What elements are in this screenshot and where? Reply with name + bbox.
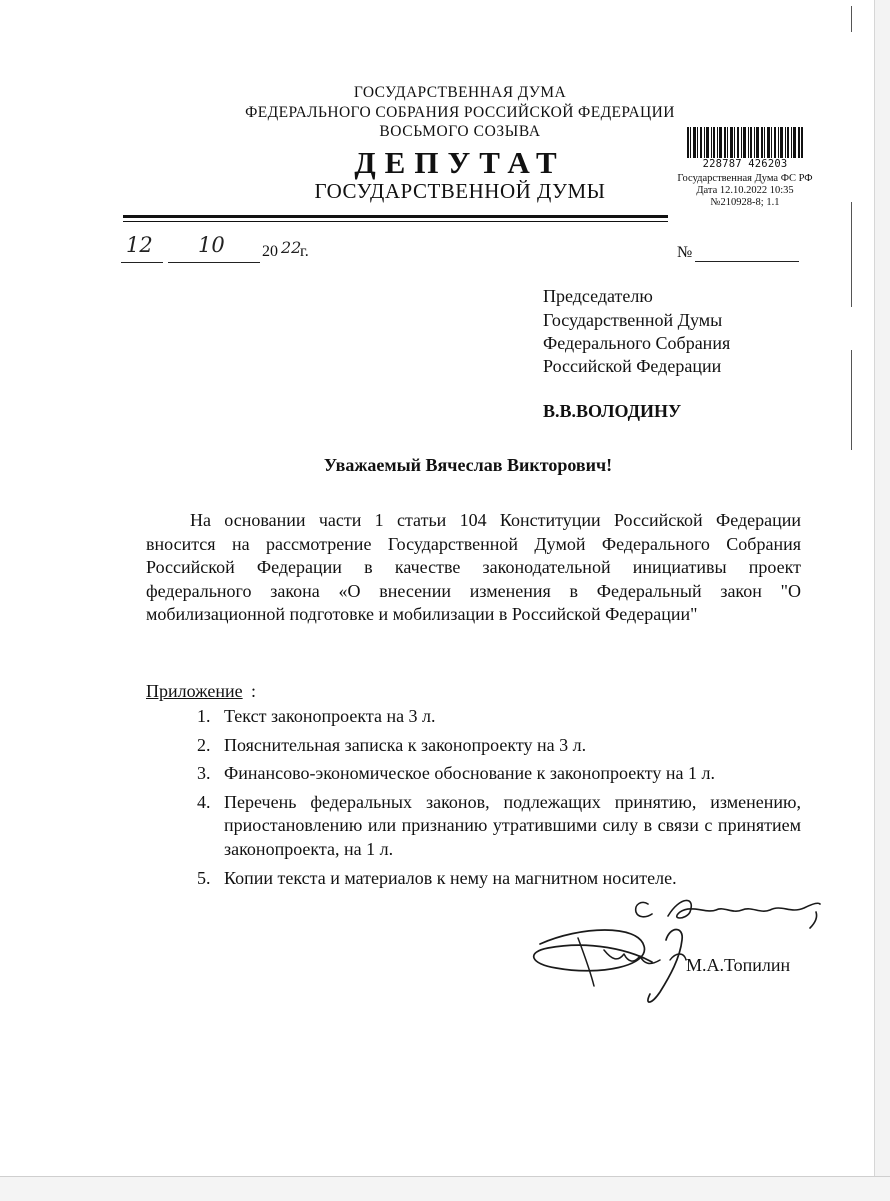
date-year: 22 [281, 238, 302, 257]
date-month-underline [168, 262, 260, 263]
appendix-item-number: 3. [197, 763, 211, 784]
appendix-item-text: Финансово-экономическое обоснование к законопроекту на 1 л. [224, 763, 715, 784]
appendix-item [146, 734, 801, 758]
addressee-line: Российской Федерации [543, 356, 722, 376]
appendix-list [146, 705, 801, 895]
date-month: 10 [198, 233, 225, 257]
appendix-item-text: Перечень федеральных законов, подлежащих принятию, изменению, приостановлению или признанию утратившими силу в связи с принятием законопроекта, на 1 л. [224, 791, 801, 859]
header-line-2: ФЕДЕРАЛЬНОГО СОБРАНИЯ РОССИЙСКОЙ ФЕДЕРАЦИИ [245, 104, 675, 121]
page-edge-bottom [0, 1176, 890, 1201]
header-line-1: ГОСУДАРСТВЕННАЯ ДУМА [353, 84, 567, 101]
outgoing-number-label: № [677, 244, 693, 261]
appendix-item-number: 1. [197, 706, 211, 726]
date-suffix: г. [300, 243, 309, 260]
appendix-item [146, 705, 801, 729]
appendix-item-number: 2. [197, 734, 211, 755]
stamp-line-1: Государственная Дума ФС РФ [677, 173, 813, 184]
margin-line [851, 6, 852, 32]
handwritten-signature [520, 890, 830, 1015]
appendix-item-text: Пояснительная записка к законопроекту на 3 л. [224, 734, 587, 755]
appendix-item-number: 5. [197, 867, 211, 888]
margin-line [851, 350, 852, 450]
page-edge-right [875, 0, 890, 1200]
appendix-item [146, 791, 801, 862]
appendix-item-number: 4. [197, 791, 211, 812]
date-day: 12 [126, 233, 153, 257]
greeting: Уважаемый Вячеслав Викторович! [323, 455, 613, 475]
addressee-line: Государственной Думы [543, 310, 723, 330]
letter-body [146, 509, 801, 627]
barcode-icon [687, 127, 803, 158]
header-rule-thick [123, 215, 668, 218]
appendix-label: Приложение [146, 681, 243, 701]
barcode-number: 228787 426203 [702, 158, 788, 170]
appendix-item-text: Текст законопроекта на 3 л. [224, 706, 436, 726]
appendix-item [146, 762, 801, 786]
addressee-line: Федерального Собрания [543, 333, 731, 353]
header-duma: ГОСУДАРСТВЕННОЙ ДУМЫ [314, 179, 606, 203]
body-paragraph: На основании части 1 статьи 104 Конституции Российской Федерации вносится на рассмотрение Государственной Думой Федерального Собрания Российской Федерации в качестве законодательной инициативы проект федерального закона «О внесении изменения в Федеральный закон "О мобилизационной подготовке и мобилизации в Российской Федерации" [146, 510, 801, 625]
date-day-underline [121, 262, 163, 263]
appendix-colon: : [251, 681, 257, 701]
margin-line [851, 202, 852, 307]
appendix-item-text: Копии текста и материалов к нему на магнитном носителе. [224, 867, 677, 888]
addressee-name: В.В.ВОЛОДИНУ [543, 401, 682, 421]
header-deputy: ДЕПУТАТ [354, 145, 566, 180]
appendix-item [146, 867, 801, 891]
date-century: 20 [262, 243, 278, 260]
signer-name: М.А.Топилин [686, 955, 791, 975]
header-line-3: ВОСЬМОГО СОЗЫВА [379, 123, 541, 140]
stamp-line-2: Дата 12.10.2022 10:35 [696, 185, 794, 196]
addressee-line: Председателю [543, 286, 653, 306]
stamp-line-3: №210928-8; 1.1 [710, 197, 780, 208]
outgoing-number-underline [695, 261, 799, 262]
header-rule-thin [123, 221, 668, 222]
